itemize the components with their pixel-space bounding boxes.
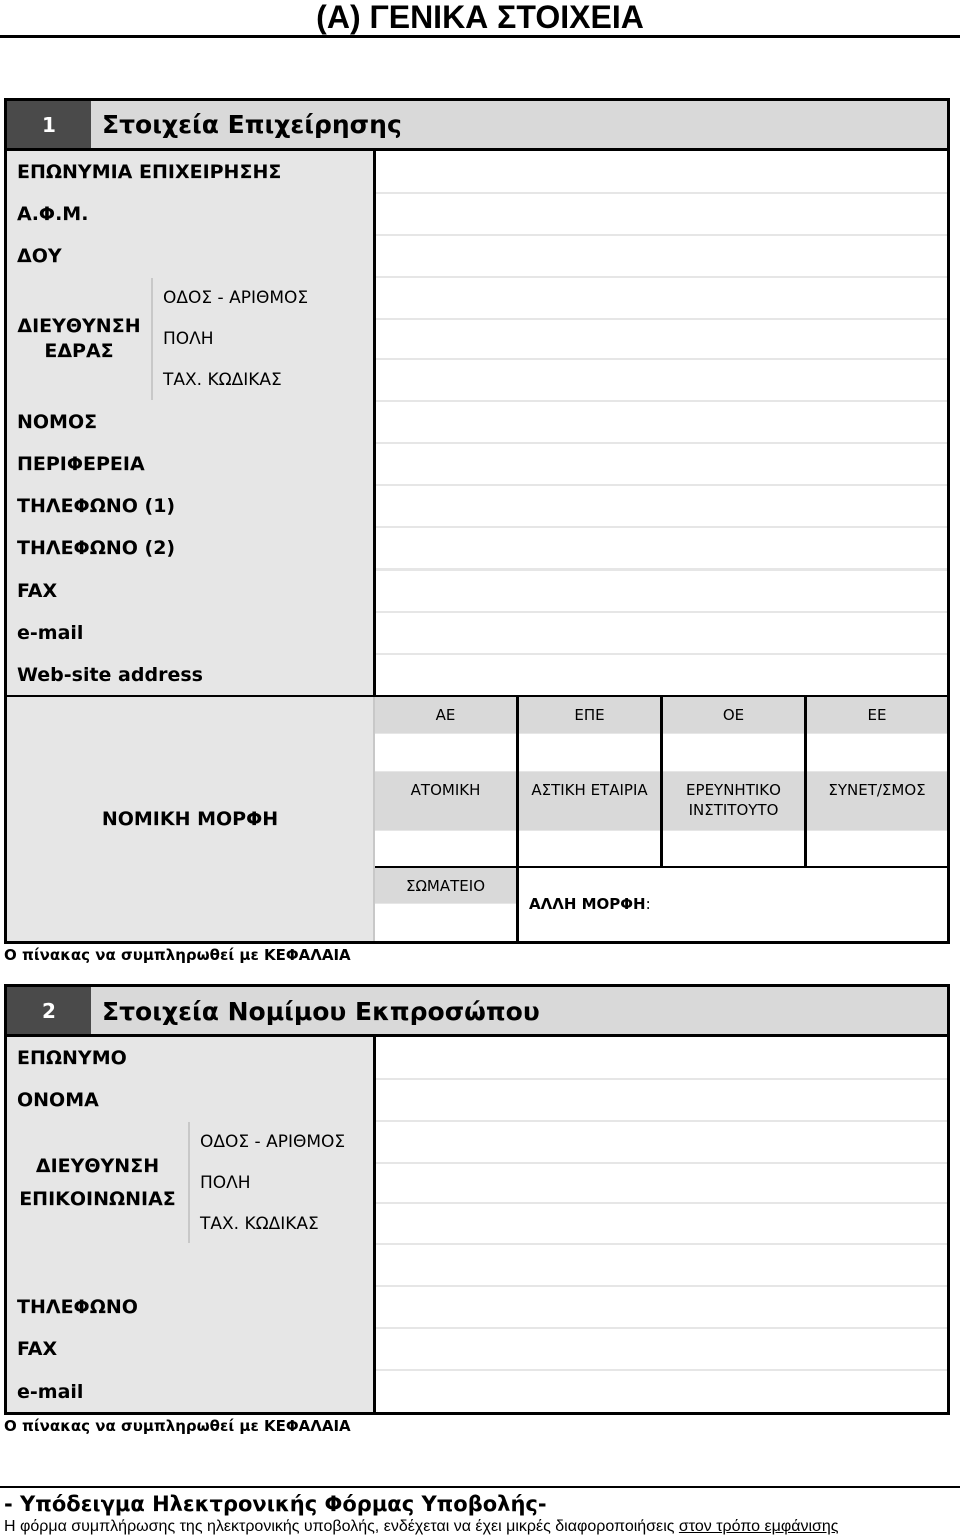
eponymia-label: ΕΠΩΝΥΜΙΑ ΕΠΙΧΕΙΡΗΣΗΣ <box>7 151 373 192</box>
odos-input[interactable] <box>376 278 947 318</box>
option-other-field[interactable] <box>519 868 947 941</box>
eponymo-input[interactable] <box>376 1037 947 1078</box>
option-epe-label: ΕΠΕ <box>519 697 660 733</box>
option-synet-label: ΣΥΝΕΤ/ΣΜΟΣ <box>807 772 947 830</box>
option-oe-label: ΟΕ <box>663 697 804 733</box>
contact-tk-label: ΤΑΧ. ΚΩΔΙΚΑΣ <box>190 1204 373 1243</box>
tk-label: ΤΑΧ. ΚΩΔΙΚΑΣ <box>153 360 373 400</box>
email-label: e-mail <box>7 613 373 653</box>
option-somateio-label: ΣΩΜΑΤΕΙΟ <box>375 868 516 903</box>
option-ereunitiko-label: ΕΡΕΥΝΗΤΙΚΟ ΙΝΣΤΙΤΟΥΤΟ <box>663 772 804 830</box>
option-somateio-checkbox[interactable] <box>375 904 516 941</box>
perifereia-label: ΠΕΡΙΦΕΡΕΙΑ <box>7 444 373 484</box>
contact-email-input[interactable] <box>376 1371 947 1412</box>
opt-sep-1 <box>516 697 519 867</box>
website-label: Web-site address <box>7 655 373 695</box>
option-ee-checkbox[interactable] <box>807 734 947 771</box>
contact-fax-input[interactable] <box>376 1329 947 1369</box>
tel1-input[interactable] <box>376 486 947 526</box>
onoma-input[interactable] <box>376 1080 947 1120</box>
section2-note: Ο πίνακας να συμπληρωθεί με ΚΕΦΑΛΑΙΑ <box>4 1417 351 1435</box>
nomos-label: ΝΟΜΟΣ <box>7 402 373 442</box>
nomos-input[interactable] <box>376 402 947 442</box>
eponymo-label: ΕΠΩΝΥΜΟ <box>7 1037 373 1078</box>
contact-blank-row <box>7 1245 373 1285</box>
option-ereunitiko-checkbox[interactable] <box>663 831 804 866</box>
eponymia-input[interactable] <box>376 151 947 192</box>
afm-input[interactable] <box>376 194 947 234</box>
contact-fax-label: FAX <box>7 1329 373 1369</box>
address-label <box>7 278 151 400</box>
contact-tel-input[interactable] <box>376 1287 947 1327</box>
fax-input[interactable] <box>376 571 947 611</box>
opt-sep-2 <box>660 697 663 867</box>
footer-text-underlined: στον τρόπο εμφάνισης <box>678 1518 839 1535</box>
option-astiki-label: ΑΣΤΙΚΗ ΕΤΑΙΡΙΑ <box>519 772 660 830</box>
doy-label: ΔΟΥ <box>7 236 373 276</box>
contact-address-label <box>7 1122 188 1243</box>
footer-text-plain: Η φόρμα συμπλήρωσης της ηλεκτρονικής υποβολής, ενδέχεται να έχει μικρές διαφοροποιήσεις <box>4 1518 679 1535</box>
option-synet-checkbox[interactable] <box>807 831 947 866</box>
section2-number: 2 <box>7 987 91 1035</box>
section1-title: Στοιχεία Επιχείρησης <box>102 110 402 139</box>
section1-note: Ο πίνακας να συμπληρωθεί με ΚΕΦΑΛΑΙΑ <box>4 946 351 964</box>
contact-odos-label: ΟΔΟΣ - ΑΡΙΘΜΟΣ <box>190 1122 373 1162</box>
tel2-input[interactable] <box>376 528 947 568</box>
option-ae-label: ΑΕ <box>375 697 516 733</box>
contact-poli-input[interactable] <box>376 1164 947 1202</box>
page-title: (Α) ΓΕΝΙΚΑ ΣΤΟΙΧΕΙΑ <box>0 0 960 38</box>
footer-heading: - Υπόδειγμα Ηλεκτρονικής Φόρμας Υποβολής- <box>4 1492 547 1516</box>
section2-title: Στοιχεία Νομίμου Εκπροσώπου <box>102 997 540 1026</box>
option-ae-checkbox[interactable] <box>375 734 516 771</box>
contact-tk-input[interactable] <box>376 1204 947 1243</box>
option-ee-label: ΕΕ <box>807 697 947 733</box>
poli-label: ΠΟΛΗ <box>153 320 373 358</box>
contact-blank-input[interactable] <box>376 1245 947 1285</box>
opt-sep-3 <box>804 697 807 867</box>
onoma-label: ΟΝΟΜΑ <box>7 1080 373 1120</box>
footer-text <box>4 1516 960 1537</box>
option-atomiki-label: ΑΤΟΜΙΚΗ <box>375 772 516 830</box>
contact-address-line2: ΕΠΙΚΟΙΝΩΝΙΑΣ <box>19 1187 176 1210</box>
option-astiki-checkbox[interactable] <box>519 831 660 866</box>
contact-poli-label: ΠΟΛΗ <box>190 1164 373 1202</box>
contact-email-label: e-mail <box>7 1371 373 1412</box>
tel2-label: ΤΗΛΕΦΩΝΟ (2) <box>7 528 373 568</box>
address-label-line2: ΕΔΡΑΣ <box>44 340 114 362</box>
option-other-colon: : <box>645 895 651 913</box>
contact-odos-input[interactable] <box>376 1122 947 1162</box>
doy-input[interactable] <box>376 236 947 276</box>
address-label-line1: ΔΙΕΥΘΥΝΣΗ <box>17 315 141 337</box>
tk-input[interactable] <box>376 360 947 400</box>
legal-form-label: ΝΟΜΙΚΗ ΜΟΡΦΗ <box>7 697 373 941</box>
footer-divider <box>0 1486 960 1488</box>
afm-label: Α.Φ.Μ. <box>7 194 373 234</box>
tel1-label: ΤΗΛΕΦΩΝΟ (1) <box>7 486 373 526</box>
option-oe-checkbox[interactable] <box>663 734 804 771</box>
option-epe-checkbox[interactable] <box>519 734 660 771</box>
fax-label: FAX <box>7 571 373 611</box>
email-input[interactable] <box>376 613 947 653</box>
perifereia-input[interactable] <box>376 444 947 484</box>
poli-input[interactable] <box>376 320 947 358</box>
odos-label: ΟΔΟΣ - ΑΡΙΘΜΟΣ <box>153 278 373 318</box>
contact-address-line1: ΔΙΕΥΘΥΝΣΗ <box>35 1154 160 1177</box>
contact-tel-label: ΤΗΛΕΦΩΝΟ <box>7 1287 373 1327</box>
section1-number: 1 <box>7 101 91 149</box>
website-input[interactable] <box>376 655 947 695</box>
option-other-label: ΑΛΛΗ ΜΟΡΦΗ <box>529 895 646 913</box>
option-atomiki-checkbox[interactable] <box>375 831 516 866</box>
